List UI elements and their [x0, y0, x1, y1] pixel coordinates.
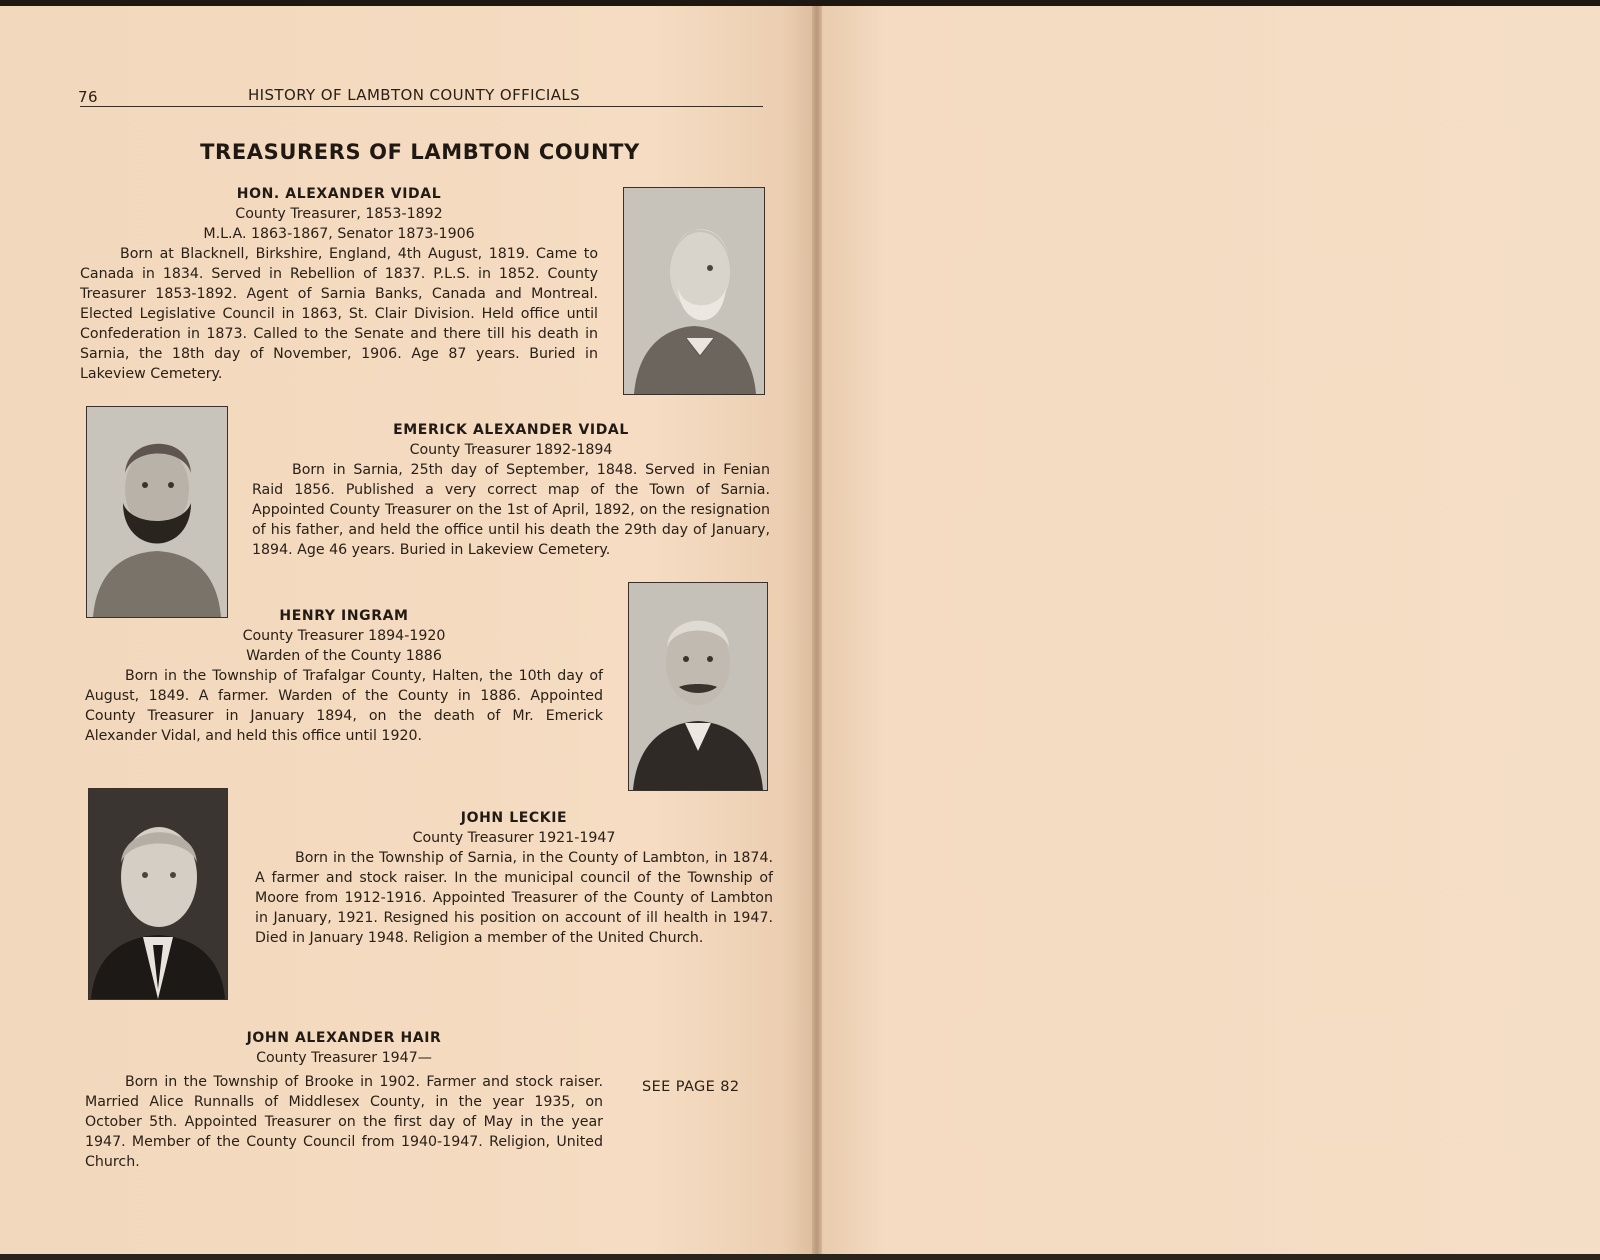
bio-alexander-vidal: [80, 184, 598, 384]
bio-subtitle: County Treasurer, 1853-1892: [235, 206, 443, 222]
bio-name: HENRY INGRAM: [279, 608, 409, 624]
bio-text: Born in the Township of Brooke in 1902. Farmer and stock raiser. Married Alice Runnalls of Middlesex County, in the year 1935, on October 5th. Appointed Treasurer on the first day of May in the year 1947. Member of the County Council from 1940-1947. Religion, United Church.: [85, 1074, 603, 1170]
running-head-title: HISTORY OF LAMBTON COUNTY OFFICIALS: [248, 86, 581, 104]
bio-john-alexander-hair: [85, 1028, 603, 1172]
portrait-john-leckie: [88, 788, 228, 1000]
bio-henry-ingram: [85, 606, 603, 746]
bio-subtitle: M.L.A. 1863-1867, Senator 1873-1906: [203, 226, 475, 242]
scan-bottom-edge: [0, 1254, 1600, 1260]
page-title: TREASURERS OF LAMBTON COUNTY: [200, 140, 640, 164]
bio-text: Born in Sarnia, 25th day of September, 1848. Served in Fenian Raid 1856. Published a very correct map of the Town of Sarnia. Appointed County Treasurer on the 1st of April, 1892, on the resignation of his father, and held the office until his death the 29th day of January, 1894. Age 46 years. Buried in Lakeview Cemetery.: [252, 462, 770, 558]
bio-name: EMERICK ALEXANDER VIDAL: [393, 422, 629, 438]
faint-bleedthrough: [870, 706, 884, 826]
page-number: 76: [78, 88, 99, 106]
book-spread: [0, 6, 1600, 1254]
left-page: [0, 6, 815, 1254]
bio-name: HON. ALEXANDER VIDAL: [236, 186, 442, 202]
bio-subtitle: County Treasurer 1947—: [256, 1050, 432, 1066]
portrait-alexander-vidal: [623, 187, 765, 395]
bio-subtitle: County Treasurer 1892-1894: [409, 442, 613, 458]
bio-text: Born in the Township of Sarnia, in the County of Lambton, in 1874. A farmer and stock raiser. In the municipal council of the Township of Moore from 1912-1916. Appointed Treasurer of the County of Lambton in January, 1921. Resigned his position on account of ill health in 1947. Died in January 1948. Religion a member of the United Church.: [255, 850, 773, 946]
header-rule: [80, 106, 763, 107]
book-gutter: [812, 6, 822, 1254]
see-page-reference: SEE PAGE 82: [642, 1079, 740, 1095]
right-page-blank: [822, 6, 1600, 1254]
bio-subtitle: County Treasurer 1894-1920: [242, 628, 446, 644]
bio-john-leckie: [255, 808, 773, 948]
bio-name: JOHN LECKIE: [460, 810, 568, 826]
bio-name: JOHN ALEXANDER HAIR: [246, 1030, 442, 1046]
portrait-emerick-vidal: [86, 406, 228, 618]
bio-emerick-vidal: [252, 420, 770, 560]
bio-text: Born in the Township of Trafalgar County, Halten, the 10th day of August, 1849. A farmer. Warden of the County in 1886. Appointed County Treasurer in January 1894, on the death of Mr. Emerick Alexander Vidal, and held this office until 1920.: [85, 668, 603, 744]
bio-subtitle: Warden of the County 1886: [246, 648, 442, 664]
bio-text: Born at Blacknell, Birkshire, England, 4th August, 1819. Came to Canada in 1834. Served in Rebellion of 1837. P.L.S. in 1852. County Treasurer 1853-1892. Agent of Sarnia Banks, Canada and Montreal. Elected Legislative Council in 1863, St. Clair Division. Held office until Confederation in 1873. Called to the Senate and there till his death in Sarnia, the 18th day of November, 1906. Age 87 years. Buried in Lakeview Cemetery.: [80, 246, 598, 382]
bio-subtitle: County Treasurer 1921-1947: [412, 830, 616, 846]
portrait-henry-ingram: [628, 582, 768, 791]
